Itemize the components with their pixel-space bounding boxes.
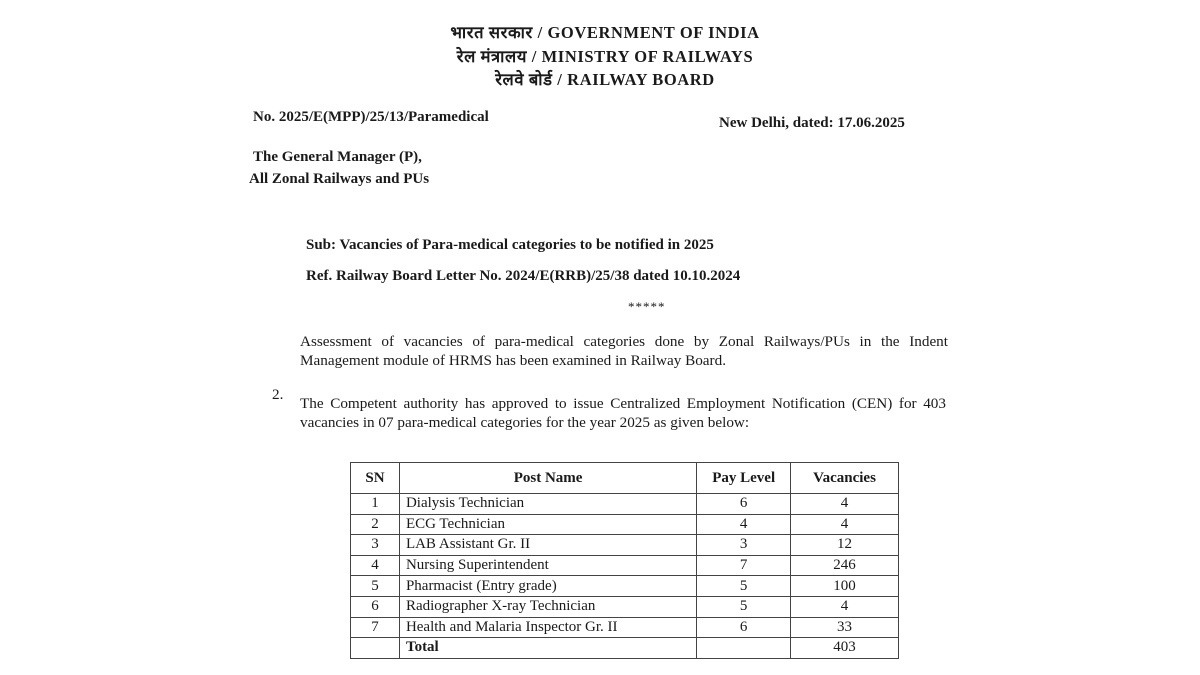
subject-line: Sub: Vacancies of Para-medical categories to be notified in 2025: [306, 237, 714, 253]
table-row: [351, 535, 899, 556]
table-row: [351, 617, 899, 638]
paragraph-1: Assessment of vacancies of para-medical categories done by Zonal Railways/PUs in the Indent Management module of HRMS has been examined in Railway Board.: [300, 333, 948, 369]
cell-pay-level: 3: [697, 535, 791, 556]
cell-sn: 7: [351, 617, 400, 638]
cell-pay-level: 7: [697, 555, 791, 576]
cell-post-name: Health and Malaria Inspector Gr. II: [399, 617, 696, 638]
cell-sn: 4: [351, 555, 400, 576]
table-row: [351, 555, 899, 576]
cell-sn: 6: [351, 596, 400, 617]
total-value: 403: [791, 638, 899, 659]
letter-date: New Delhi, dated: 17.06.2025: [719, 115, 905, 131]
cell-pay-level: 5: [697, 596, 791, 617]
cell-sn: 2: [351, 514, 400, 535]
table-header-row: [351, 463, 899, 494]
cell-pay-level: 6: [697, 617, 791, 638]
cell-post-name: Nursing Superintendent: [399, 555, 696, 576]
cell-pay-level: 4: [697, 514, 791, 535]
cell-vacancies: 4: [791, 494, 899, 515]
vacancy-table: [350, 462, 899, 659]
cell-sn: 3: [351, 535, 400, 556]
cell-post-name: ECG Technician: [399, 514, 696, 535]
cell-pay-empty: [697, 638, 791, 659]
header-post-name: Post Name: [399, 463, 696, 494]
cell-sn: 1: [351, 494, 400, 515]
separator: *****: [628, 299, 666, 314]
addressee-line-1: The General Manager (P),: [253, 149, 422, 165]
table-row: [351, 596, 899, 617]
cell-pay-level: 5: [697, 576, 791, 597]
table-row: [351, 494, 899, 515]
table-total-row: [351, 638, 899, 659]
cell-sn: 5: [351, 576, 400, 597]
cell-post-name: Dialysis Technician: [399, 494, 696, 515]
cell-post-name: LAB Assistant Gr. II: [399, 535, 696, 556]
cell-post-name: Radiographer X-ray Technician: [399, 596, 696, 617]
total-label: Total: [399, 638, 696, 659]
letter-number: No. 2025/E(MPP)/25/13/Paramedical: [253, 109, 489, 125]
cell-vacancies: 4: [791, 596, 899, 617]
cell-vacancies: 246: [791, 555, 899, 576]
cell-pay-level: 6: [697, 494, 791, 515]
cell-vacancies: 12: [791, 535, 899, 556]
addressee-line-2: All Zonal Railways and PUs: [249, 171, 430, 187]
cell-post-name: Pharmacist (Entry grade): [399, 576, 696, 597]
cell-vacancies: 33: [791, 617, 899, 638]
reference-line: Ref. Railway Board Letter No. 2024/E(RRB)/25/38 dated 10.10.2024: [306, 268, 741, 284]
paragraph-2-number: 2.: [272, 386, 284, 403]
paragraph-2: The Competent authority has approved to issue Centralized Employment Notification (CEN) for 403 vacancies in 07 para-medical categories for the year 2025 as given below:: [300, 395, 946, 431]
header-pay-level: Pay Level: [697, 463, 791, 494]
table-row: [351, 576, 899, 597]
letterhead-line-2: रेल मंत्रालय / MINISTRY OF RAILWAYS: [456, 47, 754, 66]
cell-vacancies: 100: [791, 576, 899, 597]
cell-sn-empty: [351, 638, 400, 659]
letterhead-line-3: रेलवे बोर्ड / RAILWAY BOARD: [495, 70, 715, 89]
header-sn: SN: [351, 463, 400, 494]
header-vacancies: Vacancies: [791, 463, 899, 494]
cell-vacancies: 4: [791, 514, 899, 535]
letterhead-line-1: भारत सरकार / GOVERNMENT OF INDIA: [450, 23, 760, 42]
table-row: [351, 514, 899, 535]
